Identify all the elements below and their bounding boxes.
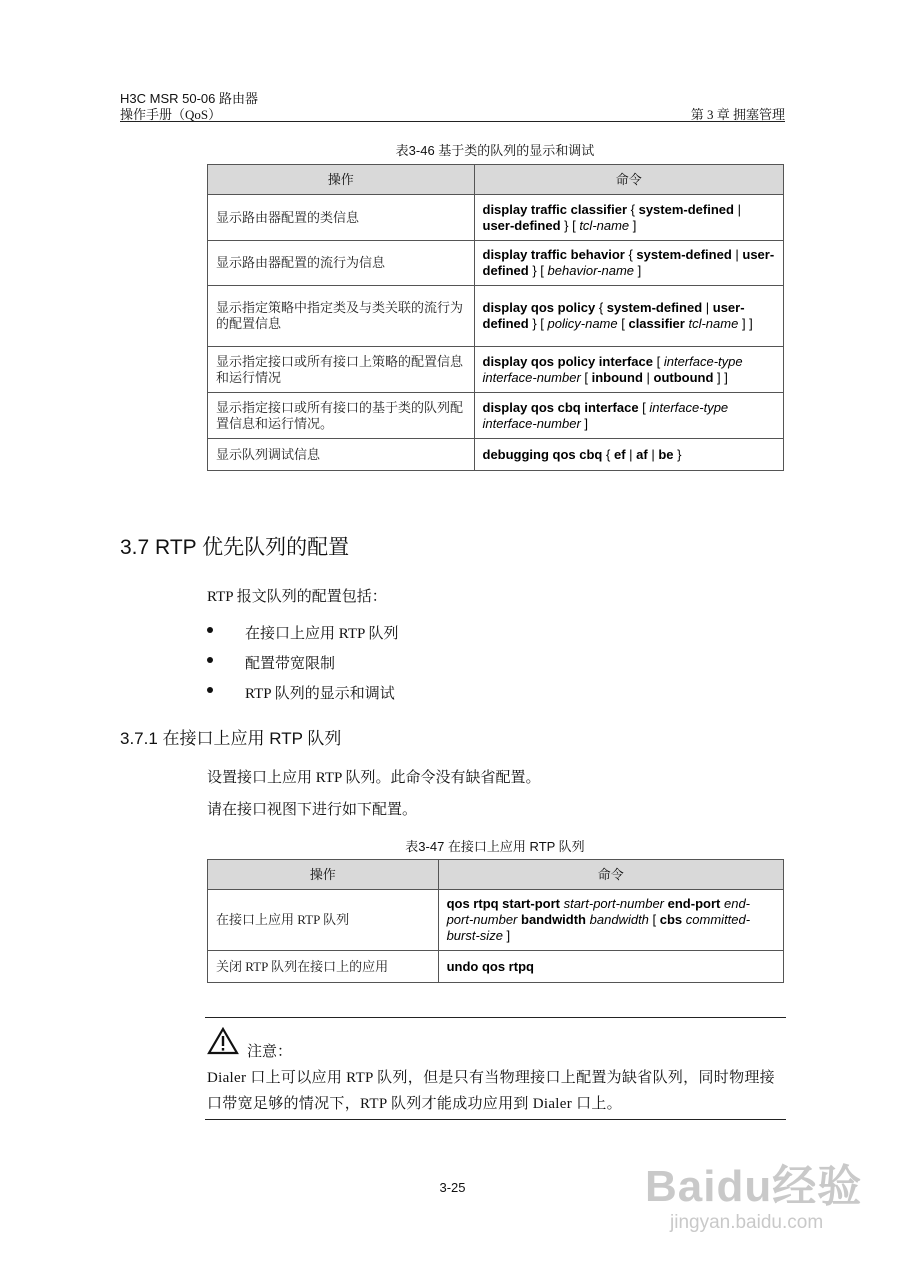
operation-cell: 显示指定策略中指定类及与类关联的流行为的配置信息 bbox=[208, 286, 475, 347]
header-rule bbox=[120, 121, 785, 122]
command-argument: start-port-number bbox=[563, 896, 665, 911]
bullet-text: 配置带宽限制 bbox=[245, 656, 336, 672]
command-argument: committed-burst-size bbox=[446, 912, 751, 943]
table-row bbox=[208, 439, 784, 471]
command-cell bbox=[438, 951, 783, 983]
table1-header-op: 操作 bbox=[208, 165, 475, 195]
table1-caption: 表3-46 基于类的队列的显示和调试 bbox=[395, 143, 595, 158]
command-argument: end-port-number bbox=[446, 896, 751, 927]
header-chapter: 第 3 章 拥塞管理 bbox=[690, 107, 785, 122]
operation-cell: 显示指定接口或所有接口上策略的配置信息和运行情况 bbox=[208, 347, 475, 393]
command-keyword: bandwidth bbox=[521, 912, 587, 927]
bullet-dot-icon bbox=[207, 627, 213, 633]
command-cell bbox=[474, 241, 784, 286]
note-bottom-rule bbox=[205, 1119, 786, 1120]
command-syntax: ] bbox=[634, 263, 642, 278]
command-syntax: [ bbox=[617, 316, 629, 331]
command-keyword: classifier bbox=[628, 316, 685, 331]
table2 bbox=[207, 859, 784, 983]
command-keyword: cbs bbox=[659, 912, 683, 927]
command-argument: interface-type interface-number bbox=[482, 399, 729, 431]
command-syntax: ] bbox=[629, 217, 637, 233]
command-syntax: ] ] bbox=[738, 316, 753, 331]
command-keyword: user-defined bbox=[482, 217, 561, 233]
command-keyword: system-defined bbox=[606, 300, 703, 315]
command-argument: tcl-name bbox=[688, 316, 739, 331]
operation-cell: 显示指定接口或所有接口的基于类的队列配置信息和运行情况。 bbox=[208, 393, 475, 439]
command-syntax: | bbox=[642, 369, 654, 385]
command-keyword: qos rtpq start-port bbox=[446, 896, 560, 911]
command-keyword: display traffic classifier bbox=[482, 201, 628, 217]
table-row bbox=[208, 951, 784, 983]
command-syntax: { bbox=[624, 247, 637, 262]
command-syntax: | bbox=[731, 247, 743, 262]
command-syntax: ] bbox=[580, 415, 589, 431]
command-syntax: } bbox=[673, 446, 682, 462]
note-text: Dialer 口上可以应用 RTP 队列，但是只有当物理接口上配置为缺省队列，同时物理接口带宽足够的情况下，RTP 队列才能成功应用到 Dialer 口上。 bbox=[207, 1070, 775, 1112]
command-syntax: { bbox=[627, 201, 639, 217]
section-intro: RTP 报文队列的配置包括： bbox=[207, 589, 387, 605]
header-product: H3C MSR 50-06 路由器 bbox=[120, 91, 258, 106]
note-label: 注意： bbox=[247, 1044, 293, 1060]
command-keyword: be bbox=[658, 446, 674, 462]
command-syntax: } [ bbox=[528, 316, 548, 331]
command-syntax: [ bbox=[638, 399, 650, 415]
table2-header-cmd: 命令 bbox=[438, 860, 783, 890]
bullet-text: RTP 队列的显示和调试 bbox=[245, 686, 395, 702]
command-keyword: display qos policy bbox=[482, 300, 596, 315]
command-cell bbox=[474, 347, 784, 393]
section-title: 3.7 RTP 优先队列的配置 bbox=[120, 536, 350, 559]
subsection-para2: 请在接口视图下进行如下配置。 bbox=[207, 802, 418, 818]
command-argument: interface-type interface-number bbox=[482, 353, 743, 385]
table1 bbox=[207, 164, 784, 471]
table2-caption: 表3-47 在接口上应用 RTP 队列 bbox=[405, 839, 585, 854]
page-number: 3-25 bbox=[439, 1180, 466, 1195]
command-syntax: } [ bbox=[560, 217, 580, 233]
command-syntax: | bbox=[702, 300, 713, 315]
command-syntax: { bbox=[602, 446, 614, 462]
table-row bbox=[208, 286, 784, 347]
bullet-text: 在接口上应用 RTP 队列 bbox=[245, 626, 399, 642]
note-top-rule bbox=[205, 1017, 786, 1018]
warning-icon bbox=[207, 1027, 239, 1055]
header-manual: 操作手册（QoS） bbox=[120, 107, 222, 122]
command-keyword: display qos policy interface bbox=[482, 353, 653, 369]
command-syntax: ] bbox=[502, 928, 511, 943]
subsection-para1: 设置接口上应用 RTP 队列。此命令没有缺省配置。 bbox=[207, 770, 541, 786]
table-row bbox=[208, 890, 784, 951]
command-syntax: [ bbox=[580, 369, 592, 385]
command-cell bbox=[474, 393, 784, 439]
subsection-title: 3.7.1 在接口上应用 RTP 队列 bbox=[120, 729, 342, 748]
command-syntax: | bbox=[625, 446, 637, 462]
command-argument: policy-name bbox=[547, 316, 618, 331]
command-keyword: outbound bbox=[653, 369, 714, 385]
table-row bbox=[208, 393, 784, 439]
command-argument: behavior-name bbox=[547, 263, 635, 278]
operation-cell: 显示队列调试信息 bbox=[208, 439, 475, 471]
command-keyword: user-defined bbox=[482, 247, 775, 278]
command-syntax: ] ] bbox=[713, 369, 728, 385]
command-syntax: | bbox=[733, 201, 745, 217]
bullet-dot-icon bbox=[207, 687, 213, 693]
command-syntax: } [ bbox=[528, 263, 548, 278]
table-row bbox=[208, 347, 784, 393]
command-keyword: end-port bbox=[667, 896, 721, 911]
operation-cell: 显示路由器配置的类信息 bbox=[208, 195, 475, 241]
table2-header-op: 操作 bbox=[208, 860, 439, 890]
operation-cell: 在接口上应用 RTP 队列 bbox=[208, 890, 439, 951]
command-keyword: inbound bbox=[591, 369, 643, 385]
watermark-logo: Baidu经验 bbox=[645, 1162, 863, 1211]
command-keyword: display traffic behavior bbox=[482, 247, 625, 262]
table-row bbox=[208, 195, 784, 241]
operation-cell: 显示路由器配置的流行为信息 bbox=[208, 241, 475, 286]
command-cell bbox=[474, 286, 784, 347]
command-keyword: user-defined bbox=[482, 300, 745, 331]
command-cell bbox=[474, 439, 784, 471]
command-keyword: system-defined bbox=[638, 201, 734, 217]
command-keyword: display qos cbq interface bbox=[482, 399, 639, 415]
command-syntax: { bbox=[595, 300, 607, 315]
command-argument: bandwidth bbox=[589, 912, 649, 927]
command-keyword: system-defined bbox=[636, 247, 732, 262]
watermark-url: jingyan.baidu.com bbox=[670, 1212, 824, 1233]
command-syntax: [ bbox=[653, 353, 664, 369]
operation-cell: 关闭 RTP 队列在接口上的应用 bbox=[208, 951, 439, 983]
command-argument: tcl-name bbox=[579, 217, 630, 233]
command-keyword: debugging qos cbq bbox=[482, 446, 603, 462]
table1-header-cmd: 命令 bbox=[474, 165, 784, 195]
bullet-dot-icon bbox=[207, 657, 213, 663]
command-keyword: ef bbox=[613, 446, 626, 462]
command-cell bbox=[474, 195, 784, 241]
command-keyword: undo qos rtpq bbox=[446, 958, 534, 974]
table-row bbox=[208, 241, 784, 286]
command-syntax: [ bbox=[648, 912, 660, 927]
command-cell bbox=[438, 890, 783, 951]
command-keyword: af bbox=[636, 446, 648, 462]
command-syntax: | bbox=[647, 446, 659, 462]
